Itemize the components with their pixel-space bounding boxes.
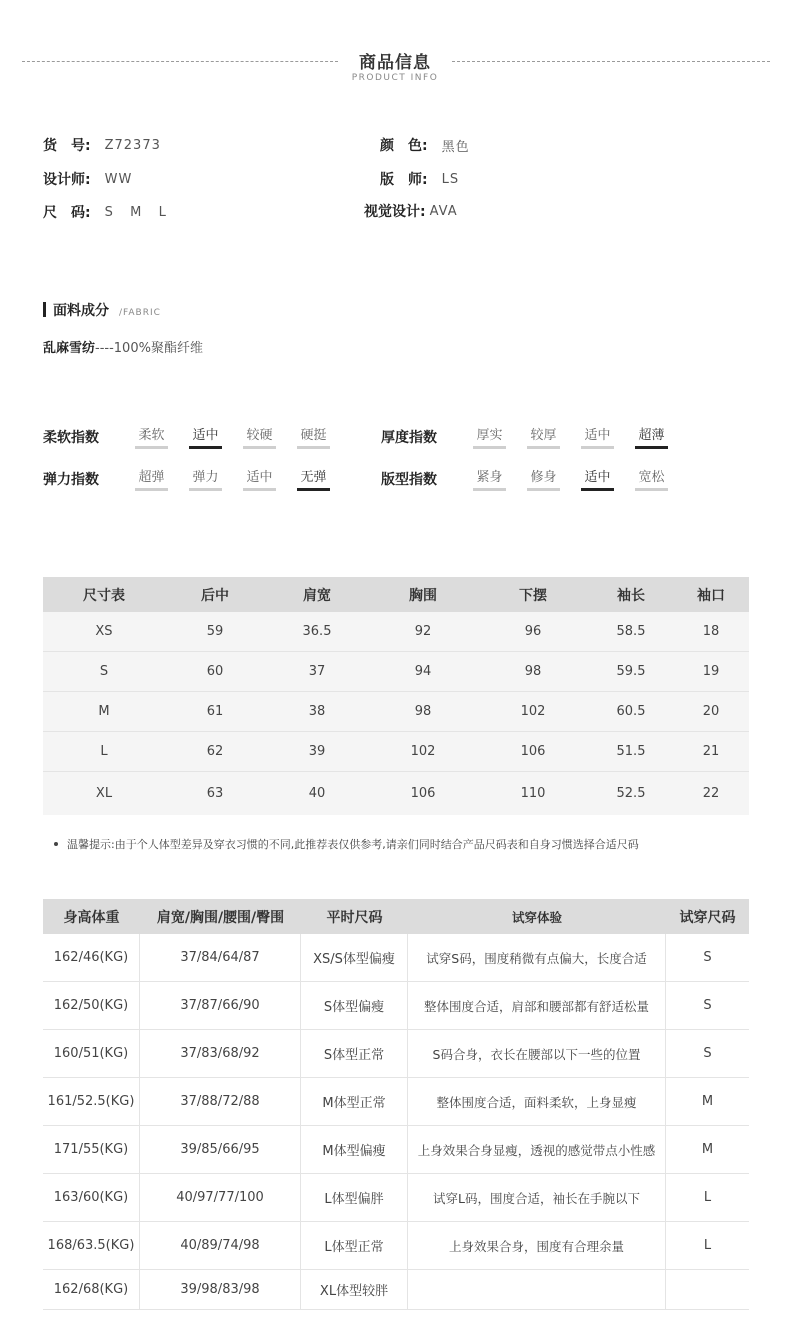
table-cell: M: [98, 704, 110, 719]
fabric-material: 乱麻雪纺: [43, 341, 96, 356]
table-cell: 168/63.5(KG): [43, 1222, 140, 1269]
table-cell: 162/50(KG): [43, 982, 140, 1029]
table-cell: 40/89/74/98: [140, 1222, 301, 1269]
size-table-header-cell: 后中: [201, 587, 229, 604]
table-cell: 试穿L码，围度合适，袖长在手腕以下: [408, 1174, 666, 1221]
table-cell: L: [100, 744, 108, 759]
table-cell: 60: [206, 664, 224, 679]
table-cell: 102: [410, 744, 436, 759]
table-cell: 39/85/66/95: [140, 1126, 301, 1173]
table-cell: S: [99, 664, 109, 679]
index-option: 较厚: [527, 424, 560, 449]
size-table-header-cell: 尺寸表: [83, 587, 125, 604]
index-thickness: [381, 424, 689, 449]
table-cell: 40/97/77/100: [140, 1174, 301, 1221]
table-cell: S码合身，衣长在腰部以下一些的位置: [408, 1030, 666, 1077]
table-cell: 37/87/66/90: [140, 982, 301, 1029]
table-cell: 106: [410, 786, 436, 801]
table-cell: 整体围度合适，肩部和腰部都有舒适松量: [408, 982, 666, 1029]
table-cell: [666, 1270, 749, 1309]
table-cell: 162/68(KG): [43, 1270, 140, 1309]
table-cell: 160/51(KG): [43, 1030, 140, 1077]
size-table-header-cell: 肩宽: [303, 587, 331, 604]
table-cell: L体型偏胖: [301, 1174, 408, 1221]
table-row: [43, 692, 749, 732]
table-cell: 171/55(KG): [43, 1126, 140, 1173]
table-row: [43, 1270, 749, 1310]
info-pattern: [380, 169, 459, 189]
table-cell: S: [703, 950, 712, 965]
size-table-header-cell: 下摆: [519, 587, 547, 604]
tryon-header-cell: 肩宽/胸围/腰围/臀围: [156, 909, 285, 926]
index-elasticity: [43, 466, 351, 491]
pattern-label: 版 师:: [380, 172, 428, 188]
section-title: 商品信息: [359, 53, 431, 73]
table-cell: 59.5: [616, 664, 646, 679]
index-option: 硬挺: [297, 424, 330, 449]
table-cell: 106: [520, 744, 546, 759]
designer-label: 设计师:: [43, 172, 91, 188]
table-cell: L体型正常: [301, 1222, 408, 1269]
size-table: [43, 577, 749, 815]
table-cell: 整体围度合适，面料柔软，上身显瘦: [408, 1078, 666, 1125]
table-row: [43, 1174, 749, 1222]
fabric-title: 面料成分: [53, 303, 109, 319]
table-row: [43, 1126, 749, 1174]
visual-label: 视觉设计:: [364, 204, 426, 220]
table-cell: XL体型较胖: [301, 1270, 408, 1309]
table-cell: 37/88/72/88: [140, 1078, 301, 1125]
pattern-value: LS: [441, 171, 460, 187]
table-cell: 36.5: [302, 624, 332, 639]
item-no-value: Z72373: [104, 137, 161, 153]
item-no-label: 货 号:: [43, 138, 91, 154]
size-table-header-cell: 胸围: [409, 587, 437, 604]
index-option: 紧身: [473, 466, 506, 491]
index-option: 适中: [581, 424, 614, 449]
table-cell: S: [703, 1046, 712, 1061]
index-name: 柔软指数: [43, 429, 99, 446]
table-cell: S: [703, 998, 712, 1013]
table-row: [43, 732, 749, 772]
table-cell: M体型偏瘦: [301, 1126, 408, 1173]
size-tip: [54, 836, 639, 852]
tip-text: 温馨提示:由于个人体型差异及穿衣习惯的不同,此推荐表仅供参考,请亲们同时结合产品尺码表和自身习惯选择合适尺码: [67, 838, 639, 851]
table-cell: 39/98/83/98: [140, 1270, 301, 1309]
section-subtitle: PRODUCT INFO: [351, 73, 439, 83]
table-row: [43, 982, 749, 1030]
table-cell: 40: [308, 786, 326, 801]
visual-value: AVA: [429, 203, 458, 219]
heading-bar: [43, 302, 46, 317]
section-header: [0, 44, 790, 88]
table-cell: XS: [95, 624, 113, 639]
size-table-header-cell: 袖口: [697, 587, 725, 604]
table-cell: 上身效果合身，围度有合理余量: [408, 1222, 666, 1269]
table-cell: 110: [520, 786, 546, 801]
table-cell: 18: [702, 624, 720, 639]
index-option: 无弹: [297, 466, 330, 491]
index-option: 柔软: [135, 424, 168, 449]
tryon-header-cell: 平时尺码: [326, 909, 383, 926]
table-cell: 98: [524, 664, 542, 679]
size-label: 尺 码:: [43, 205, 91, 221]
table-cell: L: [703, 1190, 712, 1205]
table-cell: 51.5: [616, 744, 646, 759]
index-option: 适中: [243, 466, 276, 491]
size-table-header: [43, 577, 749, 612]
table-cell: M: [701, 1094, 714, 1109]
tryon-header-cell: 试穿体验: [511, 909, 562, 925]
table-cell: [408, 1270, 666, 1309]
index-name: 弹力指数: [43, 471, 99, 488]
table-cell: 上身效果合身显瘦，透视的感觉带点小性感: [408, 1126, 666, 1173]
table-row: [43, 1222, 749, 1270]
fabric-percent: ----100%聚酯纤维: [95, 341, 203, 356]
table-cell: 60.5: [616, 704, 646, 719]
table-cell: 102: [520, 704, 546, 719]
table-cell: 59: [206, 624, 224, 639]
table-cell: 52.5: [616, 786, 646, 801]
info-designer: [43, 169, 132, 189]
table-cell: XL: [95, 786, 113, 801]
table-cell: 试穿S码，围度稍微有点偏大，长度合适: [408, 934, 666, 981]
table-row: [43, 934, 749, 982]
table-cell: 58.5: [616, 624, 646, 639]
color-value: 黑色: [441, 139, 470, 155]
index-fit: [381, 466, 689, 491]
bullet-icon: [54, 842, 58, 846]
table-cell: M体型正常: [301, 1078, 408, 1125]
color-label: 颜 色:: [380, 138, 428, 154]
tryon-header-cell: 试穿尺码: [679, 909, 736, 926]
table-cell: 38: [308, 704, 326, 719]
index-option: 适中: [581, 466, 614, 491]
index-option: 较硬: [243, 424, 276, 449]
table-cell: 63: [206, 786, 224, 801]
table-cell: 162/46(KG): [43, 934, 140, 981]
info-color: [380, 135, 470, 155]
tryon-table: [43, 899, 749, 1310]
table-cell: 98: [414, 704, 432, 719]
table-cell: 61: [206, 704, 224, 719]
fabric-heading: [43, 300, 161, 320]
index-name: 厚度指数: [381, 429, 437, 446]
table-cell: L: [703, 1238, 712, 1253]
table-cell: 39: [308, 744, 326, 759]
index-option: 修身: [527, 466, 560, 491]
index-option: 弹力: [189, 466, 222, 491]
table-cell: 163/60(KG): [43, 1174, 140, 1221]
info-sizes: [43, 202, 169, 222]
table-cell: 37/83/68/92: [140, 1030, 301, 1077]
designer-value: WW: [104, 171, 133, 187]
table-cell: 37/84/64/87: [140, 934, 301, 981]
tryon-table-header: [43, 899, 749, 934]
table-cell: 161/52.5(KG): [43, 1078, 140, 1125]
size-table-header-cell: 袖长: [617, 587, 645, 604]
fabric-subtitle: /FABRIC: [119, 308, 161, 318]
table-cell: 20: [702, 704, 720, 719]
table-cell: 37: [308, 664, 326, 679]
table-row: [43, 612, 749, 652]
index-option: 适中: [189, 424, 222, 449]
fabric-composition: [43, 337, 203, 356]
table-cell: 96: [524, 624, 542, 639]
index-option: 宽松: [635, 466, 668, 491]
table-cell: 22: [702, 786, 720, 801]
index-option: 厚实: [473, 424, 506, 449]
index-name: 版型指数: [381, 471, 437, 488]
info-item-no: [43, 135, 161, 155]
table-cell: 21: [702, 744, 720, 759]
table-cell: S体型正常: [301, 1030, 408, 1077]
table-cell: 19: [702, 664, 720, 679]
table-cell: M: [701, 1142, 714, 1157]
table-cell: 62: [206, 744, 224, 759]
table-cell: S体型偏瘦: [301, 982, 408, 1029]
table-row: [43, 1078, 749, 1126]
table-row: [43, 1030, 749, 1078]
index-option: 超弹: [135, 466, 168, 491]
table-cell: 94: [414, 664, 432, 679]
info-visual: [364, 201, 458, 221]
table-row: [43, 772, 749, 815]
size-values: S M L: [104, 204, 169, 220]
index-softness: [43, 424, 351, 449]
table-row: [43, 652, 749, 692]
table-cell: 92: [414, 624, 432, 639]
table-cell: XS/S体型偏瘦: [301, 934, 408, 981]
tryon-header-cell: 身高体重: [63, 909, 120, 926]
index-option: 超薄: [635, 424, 668, 449]
